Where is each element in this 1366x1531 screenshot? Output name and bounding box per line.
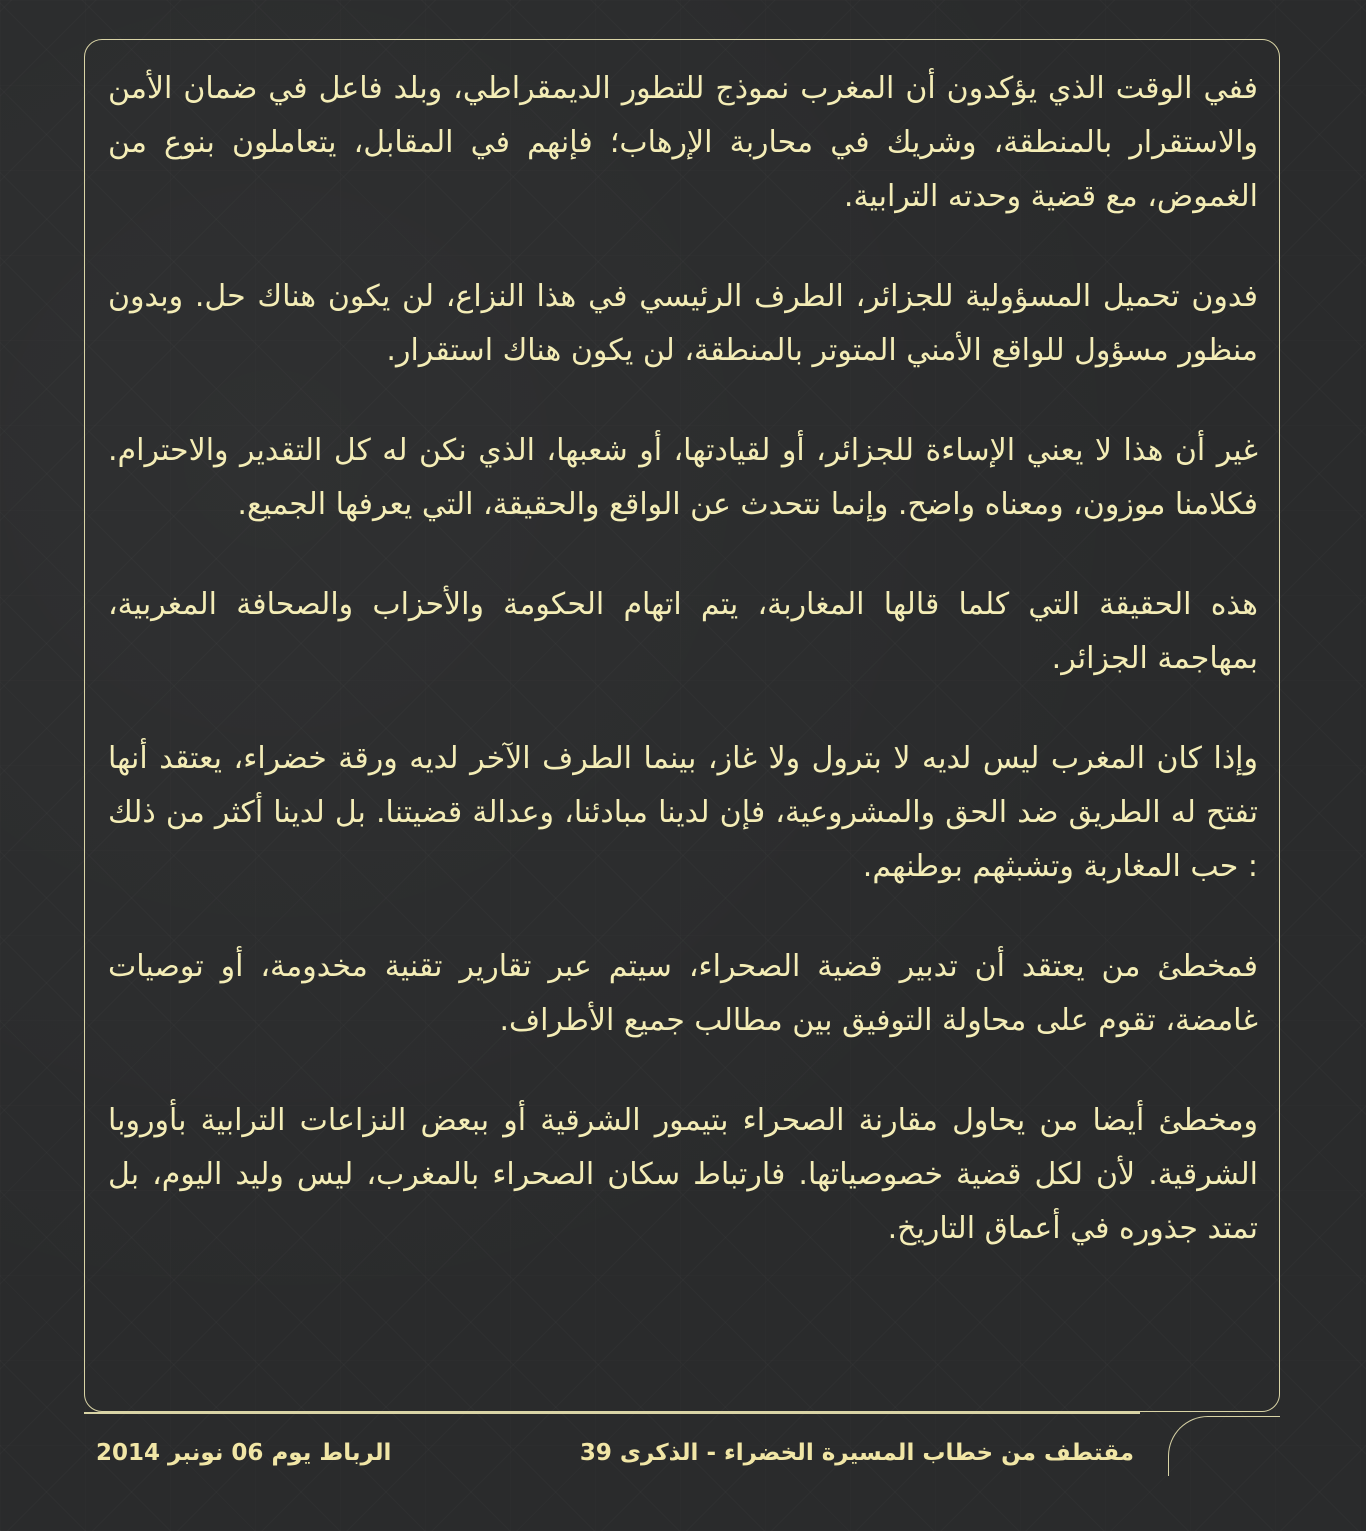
corner-ornament [1168,1416,1280,1476]
paragraph-5: وإذا كان المغرب ليس لديه لا بترول ولا غاز، بينما الطرف الآخر لديه ورقة خضراء، يعتقد أنها تفتح له الطريق ضد الحق والمشروعية، فإن لدينا مبادئنا، وعدالة قضيتنا. بل لدينا أكثر من ذلك : حب المغاربة وتشبثهم بوطنهم. [108,741,1258,884]
paragraph-2: فدون تحميل المسؤولية للجزائر، الطرف الرئيسي في هذا النزاع، لن يكون هناك حل. وبدون منظور مسؤول للواقع الأمني المتوتر بالمنطقة، لن يكون هناك استقرار. [108,279,1258,368]
speech-source: مقتطف من خطاب المسيرة الخضراء - الذكرى 39 [579,1440,1134,1466]
article-body [108,62,1258,1256]
paragraph-4: هذه الحقيقة التي كلما قالها المغاربة، يتم اتهام الحكومة والأحزاب والصحافة المغربية، بمهاجمة الجزائر. [108,587,1258,676]
paragraph-7: ومخطئ أيضا من يحاول مقارنة الصحراء بتيمور الشرقية أو ببعض النزاعات الترابية بأوروبا الشرقية. لأن لكل قضية خصوصياتها. فارتباط سكان الصحراء بالمغرب، ليس وليد اليوم، بل تمتد جذوره في أعماق التاريخ. [108,1103,1258,1246]
footer-divider [84,1412,1140,1414]
speech-date: الرباط يوم 06 نونبر 2014 [96,1440,392,1466]
paragraph-1: ففي الوقت الذي يؤكدون أن المغرب نموذج للتطور الديمقراطي، وبلد فاعل في ضمان الأمن والاستقرار بالمنطقة، وشريك في محاربة الإرهاب؛ فإنهم في المقابل، يتعاملون بنوع من الغموض، مع قضية وحدته الترابية. [108,71,1258,214]
paragraph-6: فمخطئ من يعتقد أن تدبير قضية الصحراء، سيتم عبر تقارير تقنية مخدومة، أو توصيات غامضة، تقوم على محاولة التوفيق بين مطالب جميع الأطراف. [108,949,1258,1038]
paragraph-3: غير أن هذا لا يعني الإساءة للجزائر، أو لقيادتها، أو شعبها، الذي نكن له كل التقدير والاحترام. فكلامنا موزون، ومعناه واضح. وإنما نتحدث عن الواقع والحقيقة، التي يعرفها الجميع. [108,433,1258,522]
